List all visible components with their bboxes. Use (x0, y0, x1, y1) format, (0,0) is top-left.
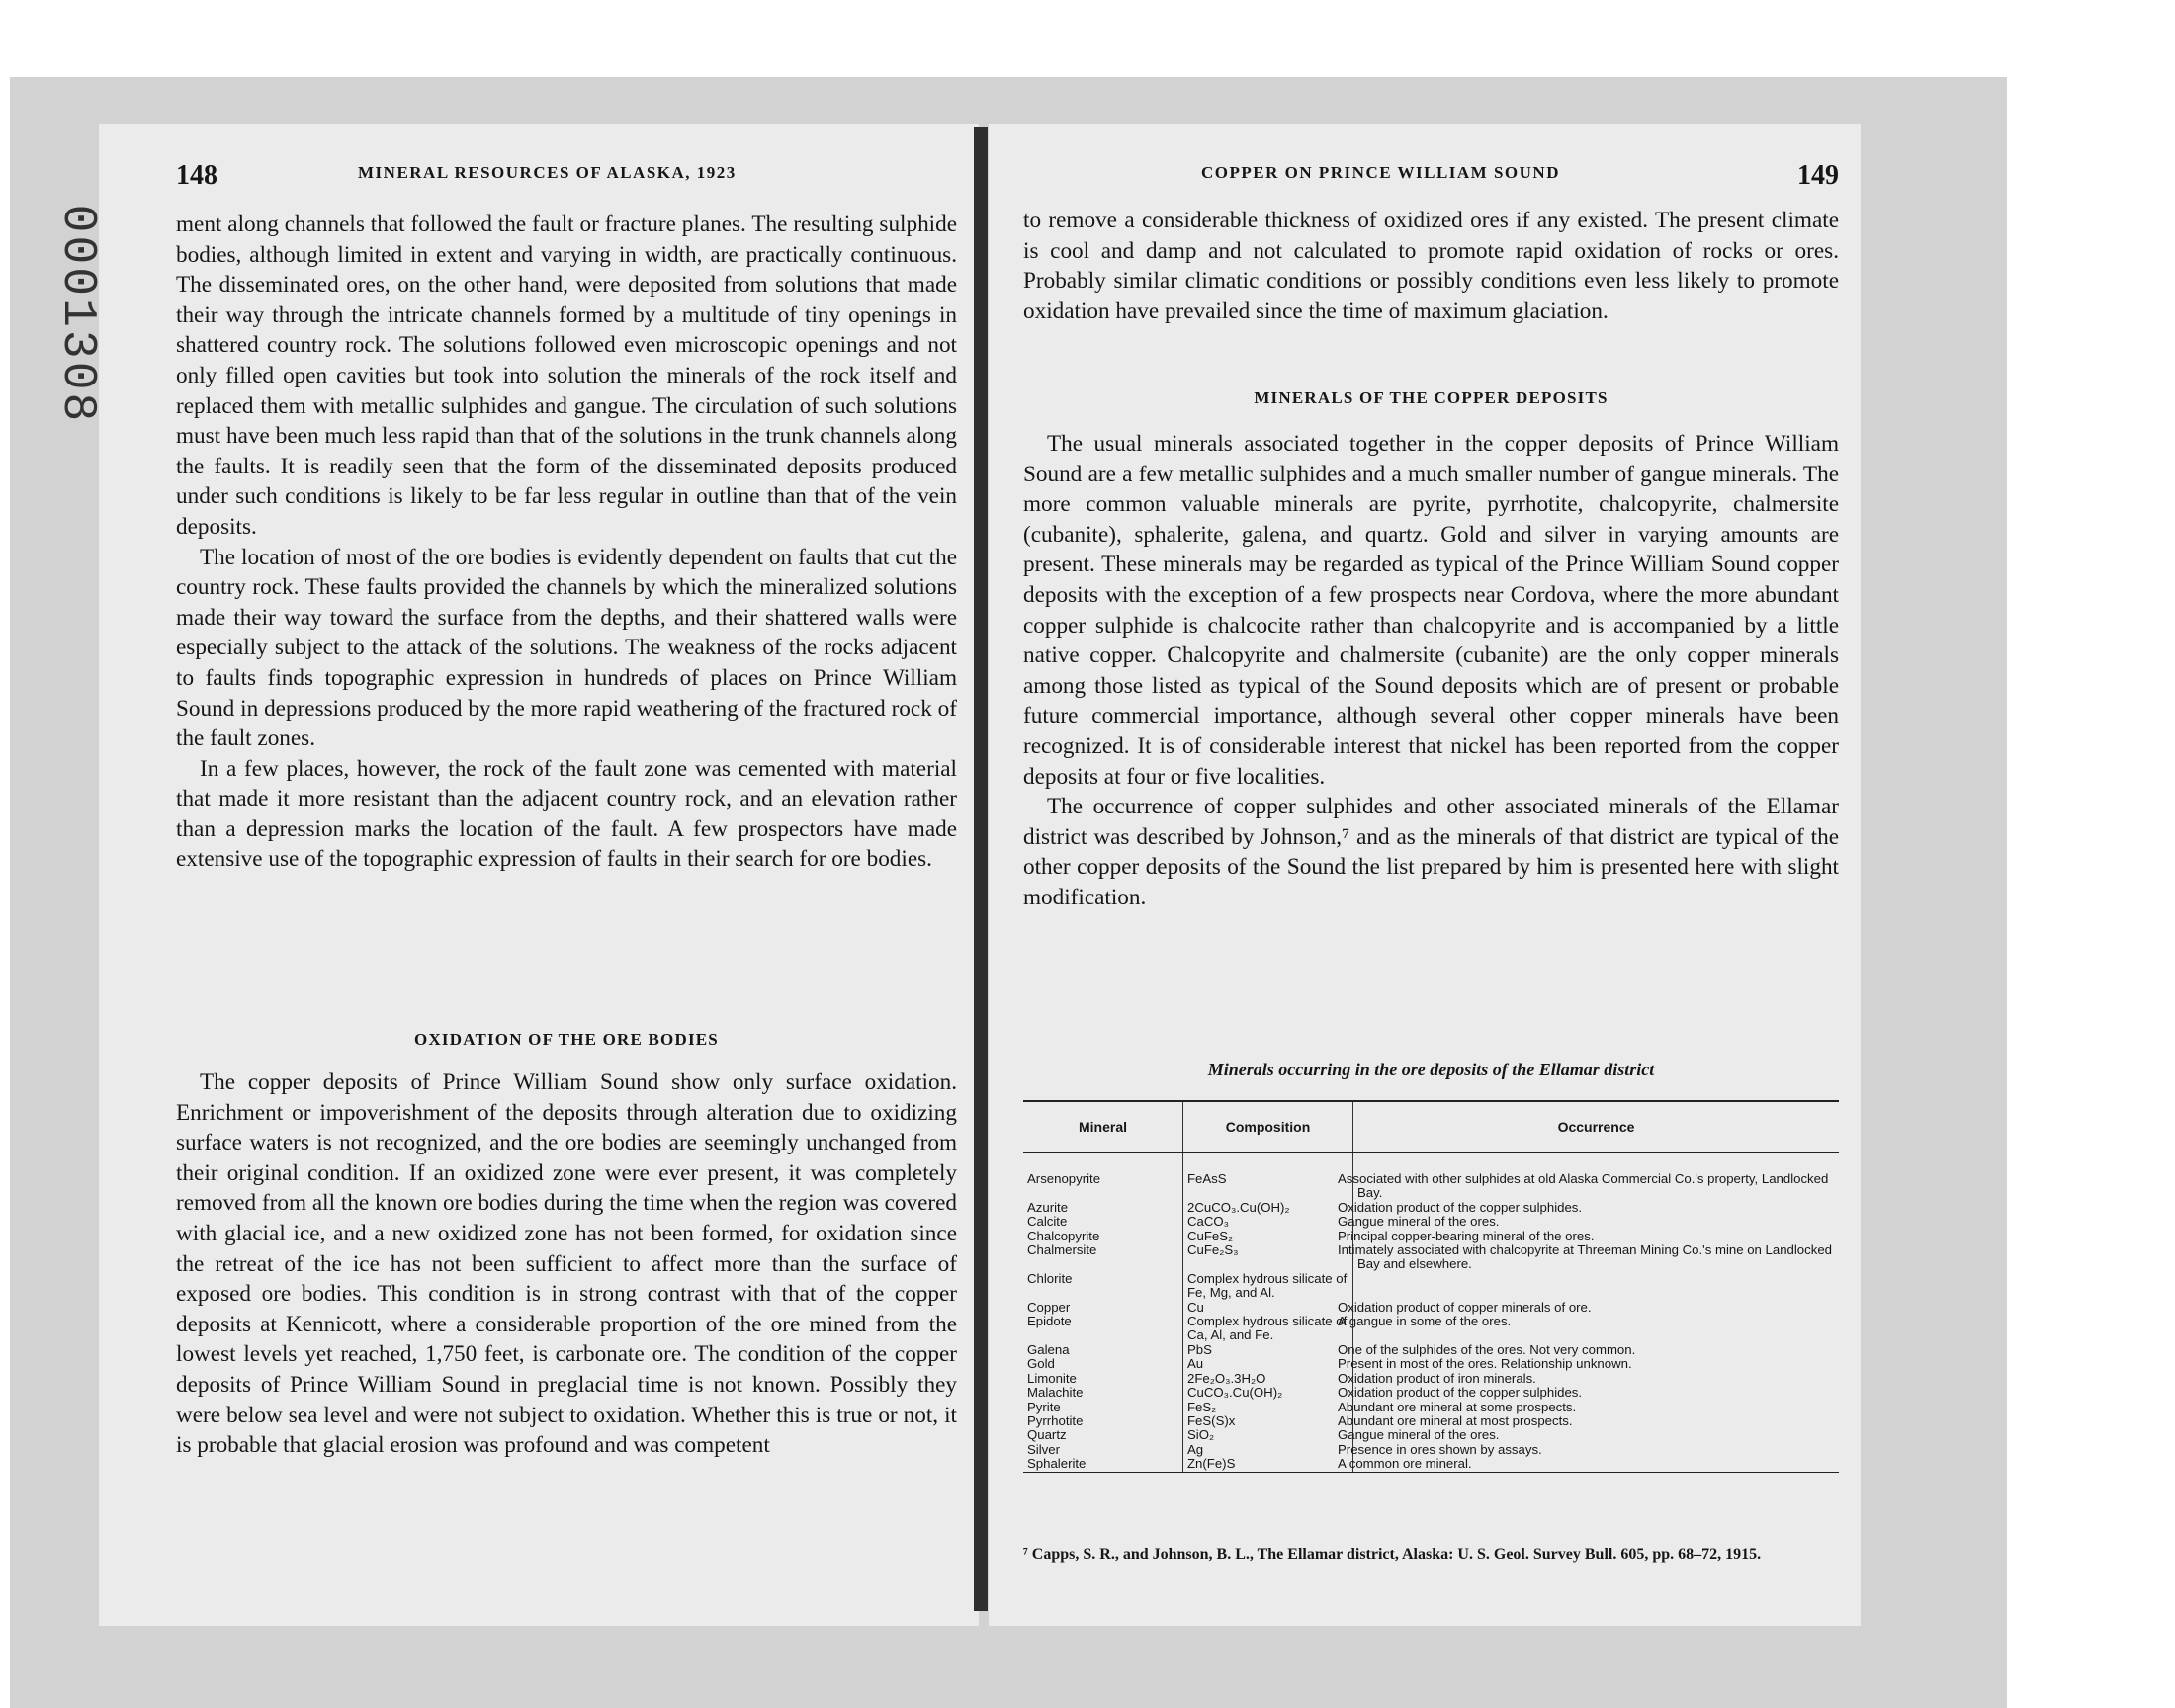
occurrence-cell: Present in most of the ores. Relationship unknown. (1353, 1357, 1840, 1371)
table-row (1023, 1153, 1839, 1201)
column-header-occurrence: Occurrence (1353, 1101, 1840, 1153)
table-row (1023, 1414, 1839, 1428)
table-row (1023, 1301, 1839, 1315)
composition-cell: Ag (1183, 1443, 1353, 1457)
composition-cell: CuFeS₂ (1183, 1230, 1353, 1243)
paragraph: The copper deposits of Prince William Sound show only surface oxidation. Enrichment or impoverishment of the deposits through alteration due to oxidizing surface waters is not recognized, and the ore bodies are seemingly unchanged from their original condition. If an oxidized zone were ever present, it was completely removed from all the known ore bodies during the time when the region was covered with glacial ice, and a new oxidized zone has not been formed, for oxidation since the retreat of the ice has not been sufficient to affect more than the surface of exposed ore bodies. This condition is in strong contrast with that of the copper deposits at Kennicott, where a considerable proportion of the ore mined from the lowest levels yet reached, 1,750 feet, is carbonate ore. The condition of the copper deposits of Prince William Sound in preglacial time is not known. Possibly they were below sea level and were not subject to oxidation. Whether this is true or not, it is probable that glacial erosion was profound and was competent (176, 1069, 957, 1459)
occurrence-cell: Gangue mineral of the ores. (1353, 1428, 1840, 1442)
mineral-cell: Chlorite (1027, 1270, 1073, 1286)
table-row (1023, 1272, 1839, 1301)
composition-cell: FeS(S)x (1183, 1414, 1353, 1428)
composition-cell: Cu (1183, 1301, 1353, 1315)
section-heading-minerals: MINERALS OF THE COPPER DEPOSITS (1254, 388, 1609, 407)
archive-stamp (47, 206, 107, 423)
column-header-composition: Composition (1183, 1101, 1353, 1153)
mineral-cell: Silver (1027, 1441, 1060, 1457)
mineral-cell: Pyrrhotite (1027, 1412, 1084, 1428)
table-row (1023, 1386, 1839, 1400)
table-row (1023, 1443, 1839, 1457)
occurrence-cell (1353, 1272, 1840, 1301)
composition-cell: SiO₂ (1183, 1428, 1353, 1442)
composition-cell: Complex hydrous silicate of Ca, Al, and Fe. (1183, 1315, 1353, 1343)
occurrence-cell: Oxidation product of the copper sulphides. (1353, 1201, 1840, 1215)
mineral-cell: Galena (1027, 1341, 1070, 1357)
right-running-title: COPPER ON PRINCE WILLIAM SOUND (1201, 163, 1560, 182)
occurrence-cell: Oxidation product of copper minerals of ore. (1353, 1301, 1840, 1315)
occurrence-cell: A common ore mineral. (1353, 1457, 1840, 1472)
table-row (1023, 1428, 1839, 1442)
paragraph: The occurrence of copper sulphides and other associated minerals of the Ellamar district was described by Johnson,⁷ and as the minerals of that district are typical of the other copper deposits of the Sound the list prepared by him is presented here with slight modification. (1023, 794, 1839, 910)
mineral-cell: Azurite (1027, 1199, 1069, 1215)
paragraph: The location of most of the ore bodies is evidently dependent on faults that cut the country rock. These faults provided the channels by which the mineralized solutions made their way toward the surface from the depths, and their shattered walls were especially subject to the attack of the solutions. The weakness of the rocks adjacent to faults finds topographic expression in hundreds of places on Prince William Sound in depressions produced by the more rapid weathering of the fractured rock of the fault zones. (176, 544, 957, 752)
left-section-text (176, 1068, 957, 1461)
occurrence-cell: Gangue mineral of the ores. (1353, 1215, 1840, 1229)
mineral-cell: Pyrite (1027, 1399, 1061, 1414)
composition-cell: CuFe₂S₃ (1183, 1243, 1353, 1272)
table-row (1023, 1201, 1839, 1215)
table-row (1023, 1401, 1839, 1414)
occurrence-cell: Associated with other sulphides at old Alaska Commercial Co.'s property, Landlocked Bay. (1353, 1153, 1840, 1201)
right-page-number: 149 (1797, 160, 1839, 191)
composition-cell: FeS₂ (1183, 1401, 1353, 1414)
table-row (1023, 1357, 1839, 1371)
composition-cell: FeAsS (1183, 1153, 1353, 1201)
mineral-cell: Quartz (1027, 1427, 1067, 1443)
mineral-cell: Chalcopyrite (1027, 1228, 1100, 1243)
occurrence-cell: Oxidation product of the copper sulphides. (1353, 1386, 1840, 1400)
occurrence-cell: Intimately associated with chalcopyrite at Threeman Mining Co.'s mine on Landlocked Bay and elsewhere. (1353, 1243, 1840, 1272)
archive-stamp-number: 0001308 (50, 204, 104, 425)
table-row (1023, 1315, 1839, 1343)
left-page-number: 148 (176, 160, 218, 191)
mineral-cell: Gold (1027, 1356, 1055, 1372)
composition-cell: CuCO₃.Cu(OH)₂ (1183, 1386, 1353, 1400)
column-header-mineral: Mineral (1023, 1101, 1183, 1153)
left-running-title: MINERAL RESOURCES OF ALASKA, 1923 (358, 163, 737, 182)
table-row (1023, 1243, 1839, 1272)
table-caption: Minerals occurring in the ore deposits of the Ellamar district (1207, 1060, 1655, 1079)
composition-cell: 2CuCO₃.Cu(OH)₂ (1183, 1201, 1353, 1215)
composition-cell: CaCO₃ (1183, 1215, 1353, 1229)
left-body-text (176, 210, 957, 875)
mineral-cell: Chalmersite (1027, 1242, 1097, 1258)
paragraph: ment along channels that followed the fault or fracture planes. The resulting sulphide bodies, although limited in extent and varying in width, are practically continuous. The disseminated ores, on the other hand, were deposited from solutions that made their way through the intricate channels formed by a multitude of tiny openings in shattered country rock. The solutions followed even microscopic openings and not only filled open cavities but took into solution the minerals of the rock itself and replaced them with metallic sulphides and gangue. The circulation of such solutions must have been much less rapid than that of the solutions in the trunk channels along the faults. It is readily seen that the form of the disseminated deposits produced under such conditions is likely to be far less regular in outline than that of the vein deposits. (176, 212, 957, 540)
table-row (1023, 1457, 1839, 1472)
mineral-cell: Calcite (1027, 1214, 1068, 1230)
book-gutter (974, 127, 988, 1611)
mineral-cell: Epidote (1027, 1314, 1072, 1329)
occurrence-cell: Abundant ore mineral at some prospects. (1353, 1401, 1840, 1414)
mineral-cell: Malachite (1027, 1385, 1084, 1401)
mineral-cell: Sphalerite (1023, 1457, 1183, 1472)
composition-cell: Complex hydrous silicate of Fe, Mg, and Al. (1183, 1272, 1353, 1301)
minerals-table (1023, 1100, 1839, 1473)
occurrence-cell: Abundant ore mineral at most prospects. (1353, 1414, 1840, 1428)
paragraph: In a few places, however, the rock of the fault zone was cemented with material that made it more resistant than the adjacent country rock, and an elevation rather than a depression marks the location of the fault. A few prospectors have made extensive use of the topographic expression of faults in their search for ore bodies. (176, 755, 957, 873)
mineral-cell: Copper (1027, 1299, 1071, 1315)
occurrence-cell: Presence in ores shown by assays. (1353, 1443, 1840, 1457)
right-body-text (1023, 429, 1839, 913)
right-continuation-text (1023, 206, 1839, 326)
paragraph: The usual minerals associated together in the copper deposits of Prince William Sound are a few metallic sulphides and a much smaller number of gangue minerals. The more common valuable minerals are pyrite, pyrrhotite, chalcopyrite, chalmersite (cubanite), sphalerite, galena, and quartz. Gold and silver in varying amounts are present. These minerals may be regarded as typical of the Prince William Sound copper deposits with the exception of a few prospects near Cordova, where the more abundant copper sulphide is chalcocite rather than chalcopyrite and is accompanied by a little native copper. Chalcopyrite and chalmersite (cubanite) are the only copper minerals among those listed as typical of the Sound deposits which are of present or probable future commercial importance, although several other copper minerals have been recognized. It is of considerable interest that nickel has been reported from the copper deposits at four or five localities. (1023, 431, 1839, 790)
composition-cell: 2Fe₂O₃.3H₂O (1183, 1372, 1353, 1386)
section-heading-oxidation: OXIDATION OF THE ORE BODIES (414, 1030, 719, 1049)
footnote: ⁷ Capps, S. R., and Johnson, B. L., The Ellamar district, Alaska: U. S. Geol. Survey Bull. 605, pp. 68–72, 1915. (1023, 1546, 1762, 1563)
occurrence-cell: Principal copper-bearing mineral of the ores. (1353, 1230, 1840, 1243)
table-header-row (1023, 1101, 1839, 1153)
occurrence-cell: A gangue in some of the ores. (1353, 1315, 1840, 1343)
mineral-cell: Arsenopyrite (1027, 1171, 1101, 1186)
table-row (1023, 1372, 1839, 1386)
occurrence-cell: One of the sulphides of the ores. Not very common. (1353, 1343, 1840, 1357)
table-row (1023, 1343, 1839, 1357)
composition-cell: PbS (1183, 1343, 1353, 1357)
table-row (1023, 1230, 1839, 1243)
mineral-cell: Limonite (1027, 1370, 1077, 1386)
occurrence-cell: Oxidation product of iron minerals. (1353, 1372, 1840, 1386)
table-row (1023, 1215, 1839, 1229)
composition-cell: Au (1183, 1357, 1353, 1371)
paragraph: to remove a considerable thickness of oxidized ores if any existed. The present climate is cool and damp and not calculated to promote rapid oxidation of rocks or ores. Probably similar climatic conditions or possibly conditions even less likely to promote oxidation have prevailed since the time of maximum glaciation. (1023, 208, 1839, 324)
composition-cell: Zn(Fe)S (1183, 1457, 1353, 1472)
